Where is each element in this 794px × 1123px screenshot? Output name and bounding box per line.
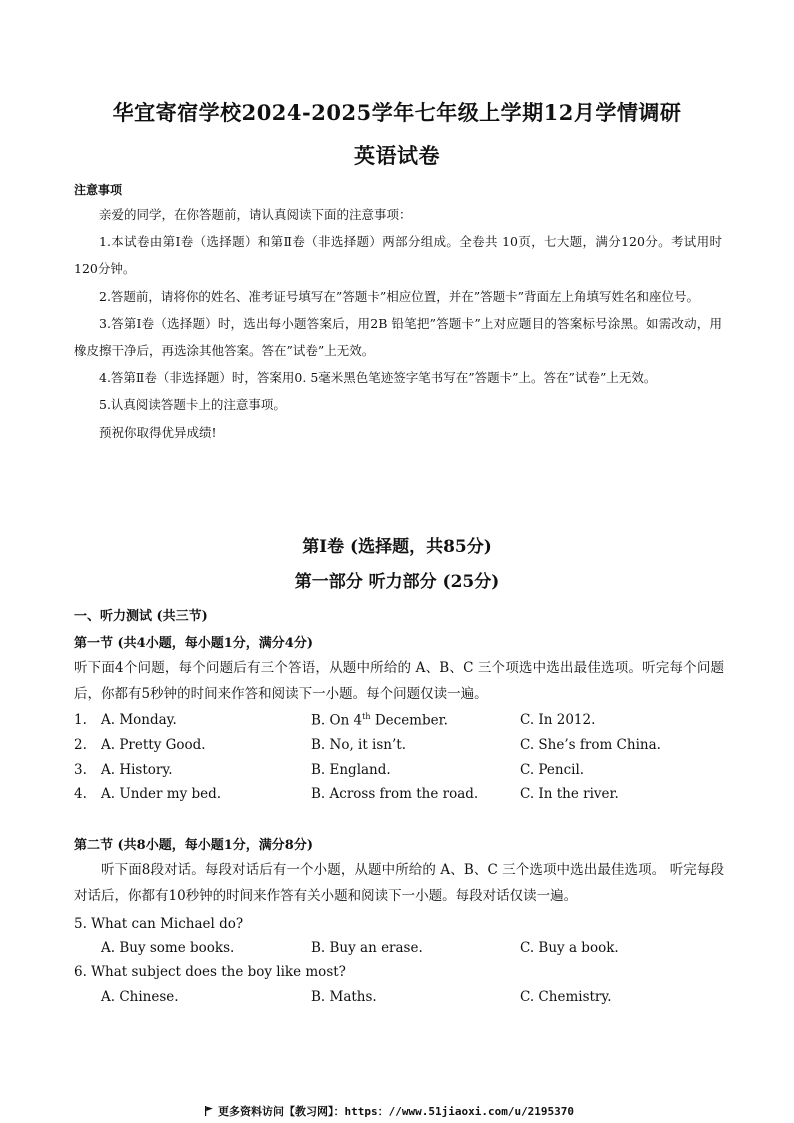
option-b: B. England. xyxy=(311,762,391,778)
option-a: A. History. xyxy=(101,762,173,778)
section1-heading: 第一节 (共4小题，每小题1分，满分4分) xyxy=(74,636,313,651)
notice-item-1: 1.本试卷由第Ⅰ卷（选择题）和第Ⅱ卷（非选择题）两部分组成。全卷共 10页，七大题，满分120分。考试用时120分钟。 xyxy=(74,234,722,277)
notice-item-5: 5.认真阅读答题卡上的注意事项。 xyxy=(99,397,286,413)
section1-instructions: 听下面4个问题，每个问题后有三个答语，从题中所给的 A、B、C 三个项选中选出最佳选项。听完每个问题后，你都有5秒钟的时间来作答和阅读下一小题。每个问题仅读一遍。 xyxy=(74,660,724,702)
option-c: C. She’s from China. xyxy=(520,737,661,753)
option-a: A. Chinese. xyxy=(101,989,179,1005)
listening-heading: 一、听力测试 (共三节) xyxy=(74,609,208,624)
question-stem: 6. What subject does the boy like most? xyxy=(74,964,346,980)
flag-icon xyxy=(204,1106,214,1116)
option-b: B. No, it isn’t. xyxy=(311,737,407,753)
footer-link[interactable] xyxy=(204,1103,574,1119)
question-number: 4. xyxy=(74,786,87,802)
notice-item-2: 2.答题前，请将你的姓名、准考证号填写在”答题卡”相应位置，并在”答题卡”背面左上角填写姓名和座位号。 xyxy=(99,288,699,304)
option-b: B. Across from the road. xyxy=(311,786,479,802)
section2-heading: 第二节 (共8小题，每小题1分，满分8分) xyxy=(74,838,313,853)
exam-title: 华宜寄宿学校2024-2025学年七年级上学期12月学情调研 xyxy=(112,100,682,125)
footer-text: 更多资料访问【教习网】：https：//www.51jiaoxi.com/u/2195370 xyxy=(218,1105,575,1118)
notice-heading: 注意事项 xyxy=(74,183,123,197)
question-row xyxy=(74,940,724,960)
option-b-superscript: th xyxy=(362,712,371,721)
option-b-text-end: December. xyxy=(370,712,448,729)
option-a: A. Pretty Good. xyxy=(101,737,206,753)
question-stem: 5. What can Michael do? xyxy=(74,916,244,932)
question-row xyxy=(74,737,724,757)
option-c: C. Pencil. xyxy=(520,762,585,778)
option-c: C. Buy a book. xyxy=(520,940,619,956)
exam-subtitle: 英语试卷 xyxy=(354,143,440,168)
notice-greeting: 亲爱的同学，在你答题前，请认真阅读下面的注意事项： xyxy=(99,207,412,222)
option-b xyxy=(311,712,448,729)
option-c: C. Chemistry. xyxy=(520,989,612,1005)
option-b: B. Buy an erase. xyxy=(311,940,423,956)
option-b: B. Maths. xyxy=(311,989,377,1005)
notice-closing: 预祝你取得优异成绩! xyxy=(99,424,217,440)
section2-instructions: 听下面8段对话。每段对话后有一个小题，从题中所给的 A、B、C 三个选项中选出最佳选项。 听完每段对话后，你都有10秒钟的时间来作答有关小题和阅读下一小题。每段对话仅读一遍。 xyxy=(74,862,724,904)
option-a: A. Monday. xyxy=(101,712,177,728)
volume-title: 第Ⅰ卷 (选择题，共85分) xyxy=(302,537,492,557)
notice-item-4: 4.答第Ⅱ卷（非选择题）时，答案用0. 5毫米黑色笔迹签字笔书写在”答题卡”上。答在”试卷”上无效。 xyxy=(99,370,657,386)
question-number: 2. xyxy=(74,737,87,753)
option-a: A. Under my bed. xyxy=(101,786,222,802)
question-number: 1. xyxy=(74,712,87,728)
notice-item-3: 3.答第Ⅰ卷（选择题）时，选出每小题答案后，用2B 铅笔把”答题卡”上对应题目的答案标号涂黑。如需改动，用橡皮擦干净后，再选涂其他答案。答在”试卷”上无效。 xyxy=(74,315,722,359)
question-row xyxy=(74,762,724,782)
option-c: C. In the river. xyxy=(520,786,619,802)
question-row xyxy=(74,989,724,1009)
question-row xyxy=(74,786,724,806)
option-c: C. In 2012. xyxy=(520,712,596,728)
question-row xyxy=(74,712,724,732)
part-title: 第一部分 听力部分 (25分) xyxy=(294,572,500,592)
option-a: A. Buy some books. xyxy=(101,940,235,956)
option-b-text: B. On 4 xyxy=(311,712,363,729)
notice-block xyxy=(74,201,722,446)
question-number: 3. xyxy=(74,762,87,778)
